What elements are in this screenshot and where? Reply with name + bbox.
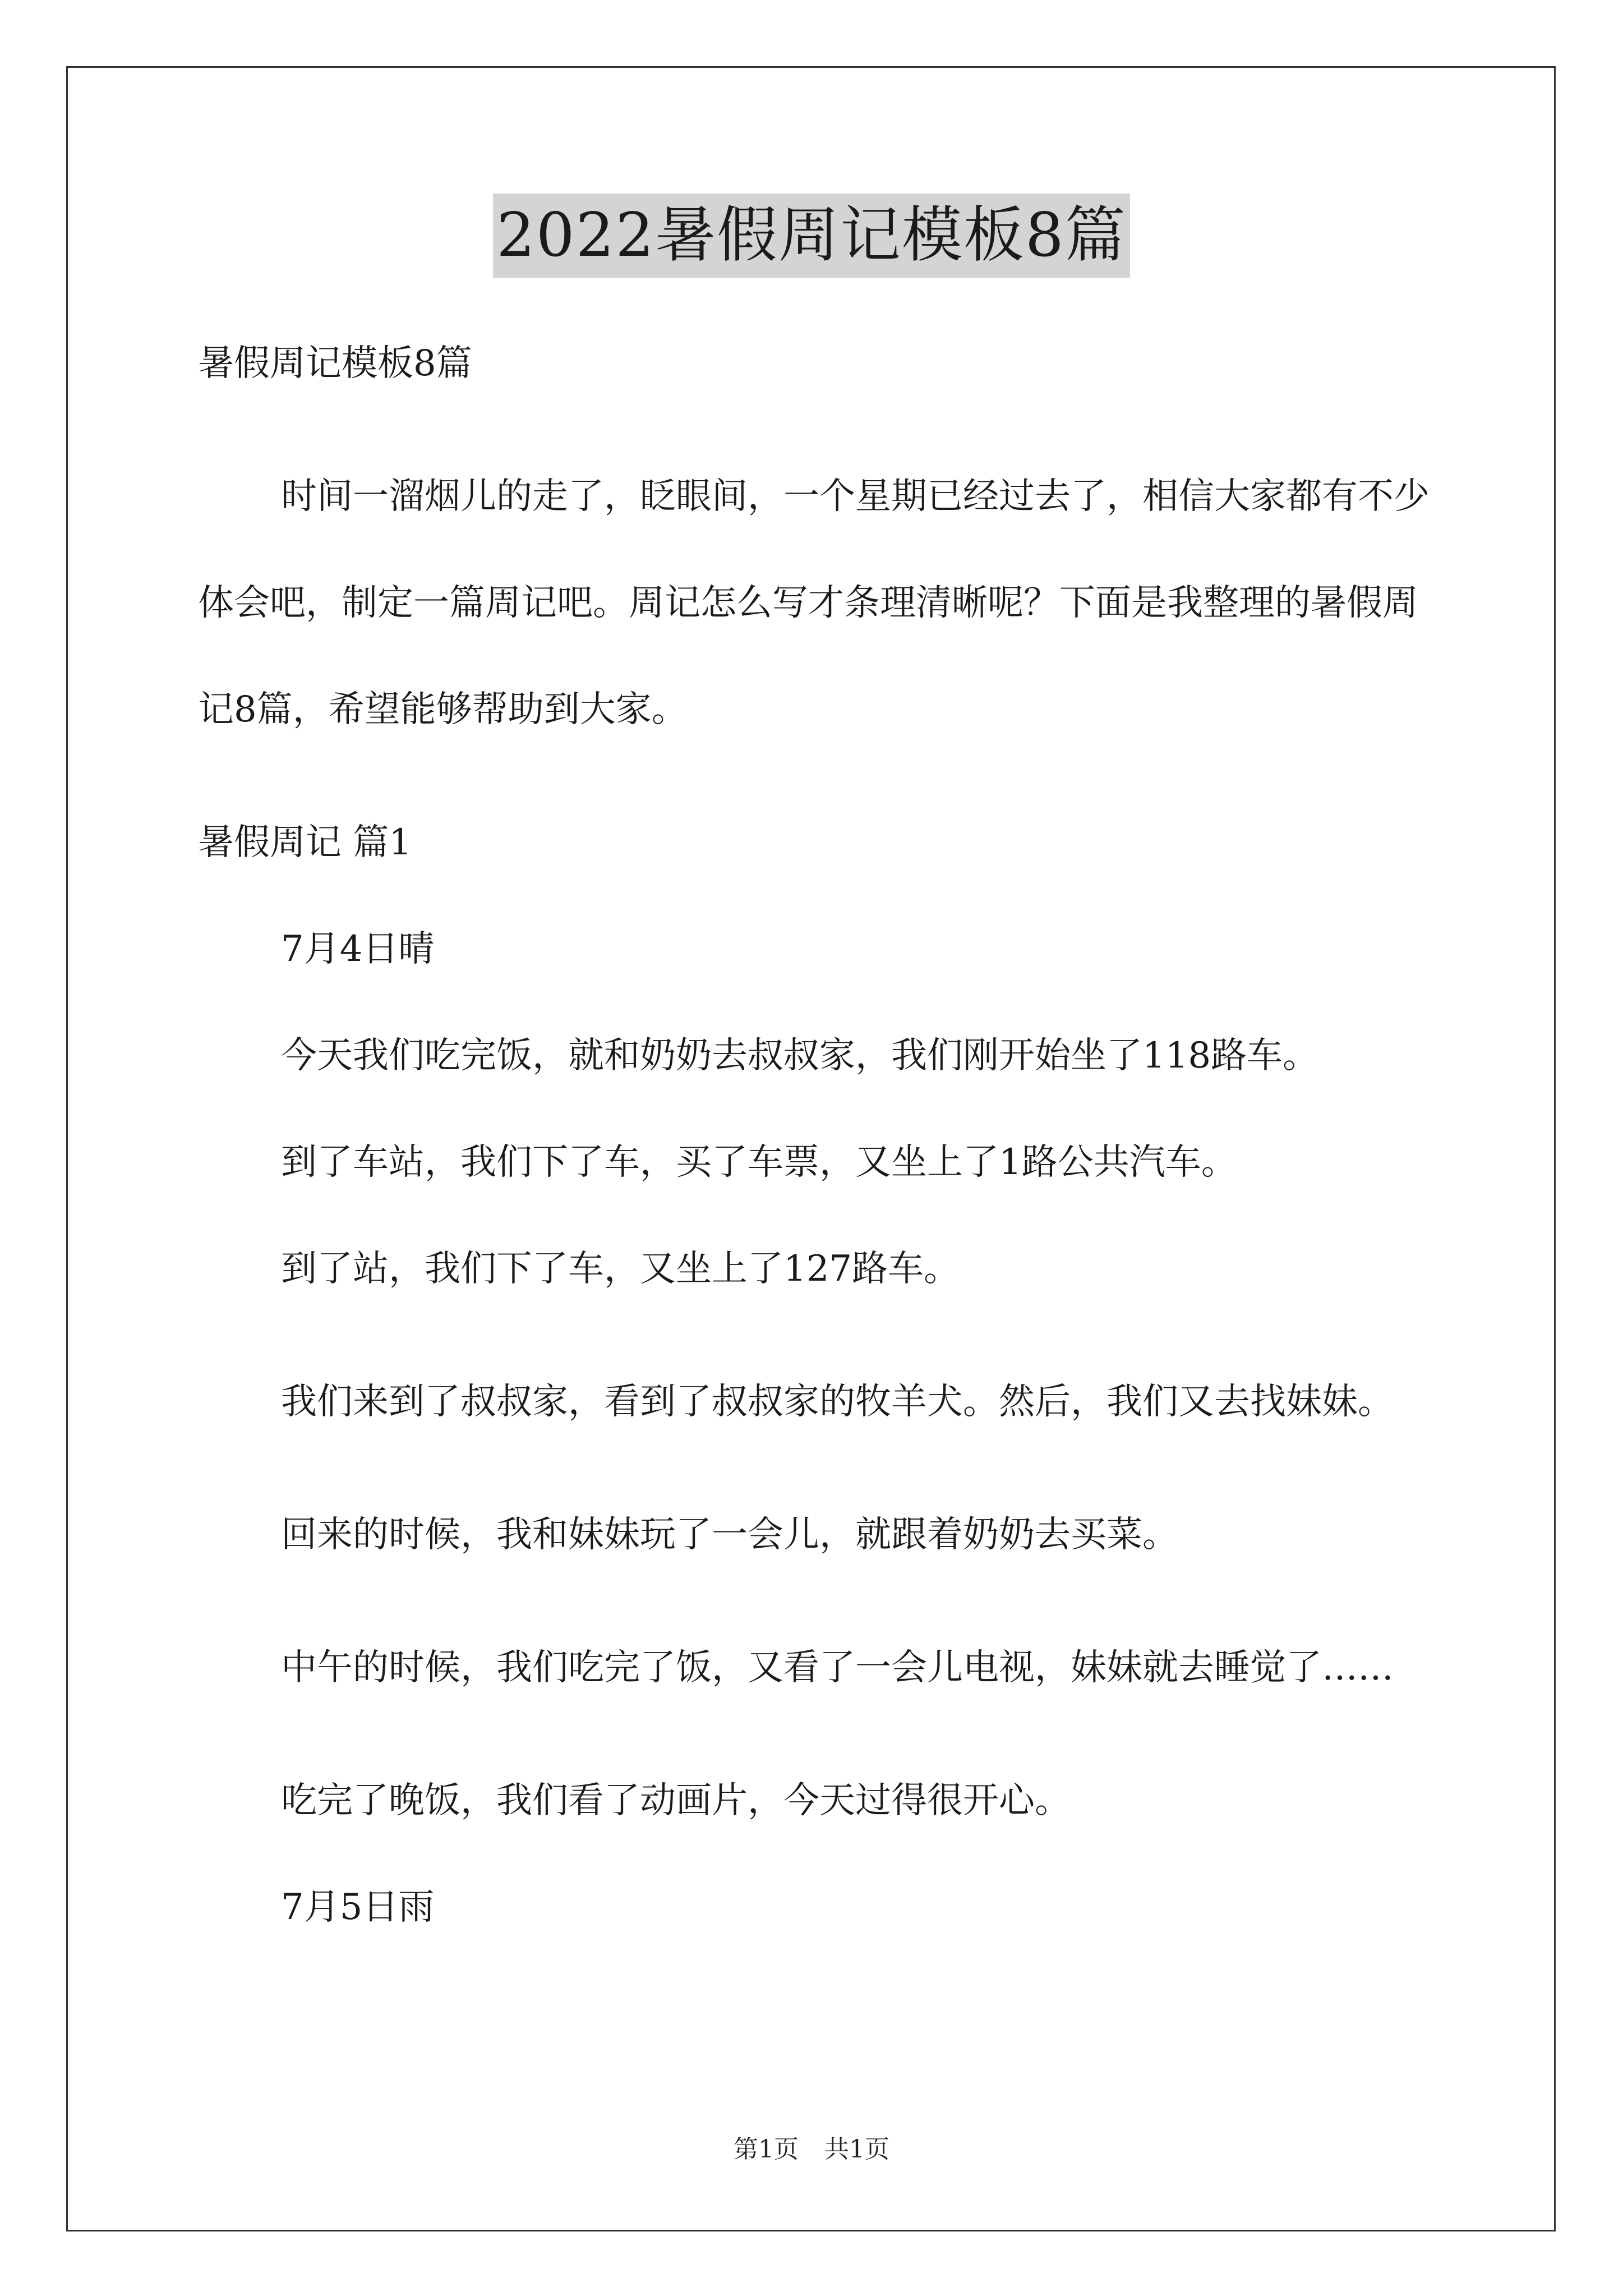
title-container [0,194,1623,278]
document-body [198,337,1432,1987]
paragraph: 中午的时候，我们吃完了饭，又看了一会儿电视，妹妹就去睡觉了…… [281,1647,1394,1688]
page-total: 共1页 [824,2135,889,2164]
paragraph-date-1: 7月4日晴 [281,928,435,970]
paragraph-subtitle: 暑假周记模板8篇 [198,343,472,384]
paragraph-section-heading: 暑假周记 篇1 [198,822,412,863]
page-number: 第1页 [734,2135,799,2164]
paragraph-intro: 时间一溜烟儿的走了，眨眼间，一个星期已经过去了，相信大家都有不少体会吧，制定一篇周记吧。周记怎么写才条理清晰呢？下面是我整理的暑假周记8篇，希望能够帮助到大家。 [198,476,1430,730]
paragraph: 我们来到了叔叔家，看到了叔叔家的牧羊犬。然后，我们又去找妹妹。 [281,1381,1394,1423]
paragraph-date-2: 7月5日雨 [281,1887,435,1928]
document-title: 2022暑假周记模板8篇 [493,194,1130,278]
paragraph: 今天我们吃完饭，就和奶奶去叔叔家，我们刚开始坐了118路车。 [281,1035,1319,1076]
paragraph: 到了车站，我们下了车，买了车票，又坐上了1路公共汽车。 [281,1142,1237,1183]
paragraph: 到了站，我们下了车，又坐上了127路车。 [281,1248,960,1290]
paragraph: 回来的时候，我和妹妹玩了一会儿，就跟着奶奶去买菜。 [281,1514,1178,1556]
page-footer [0,2129,1623,2165]
paragraph: 吃完了晚饭，我们看了动画片，今天过得很开心。 [281,1780,1071,1821]
